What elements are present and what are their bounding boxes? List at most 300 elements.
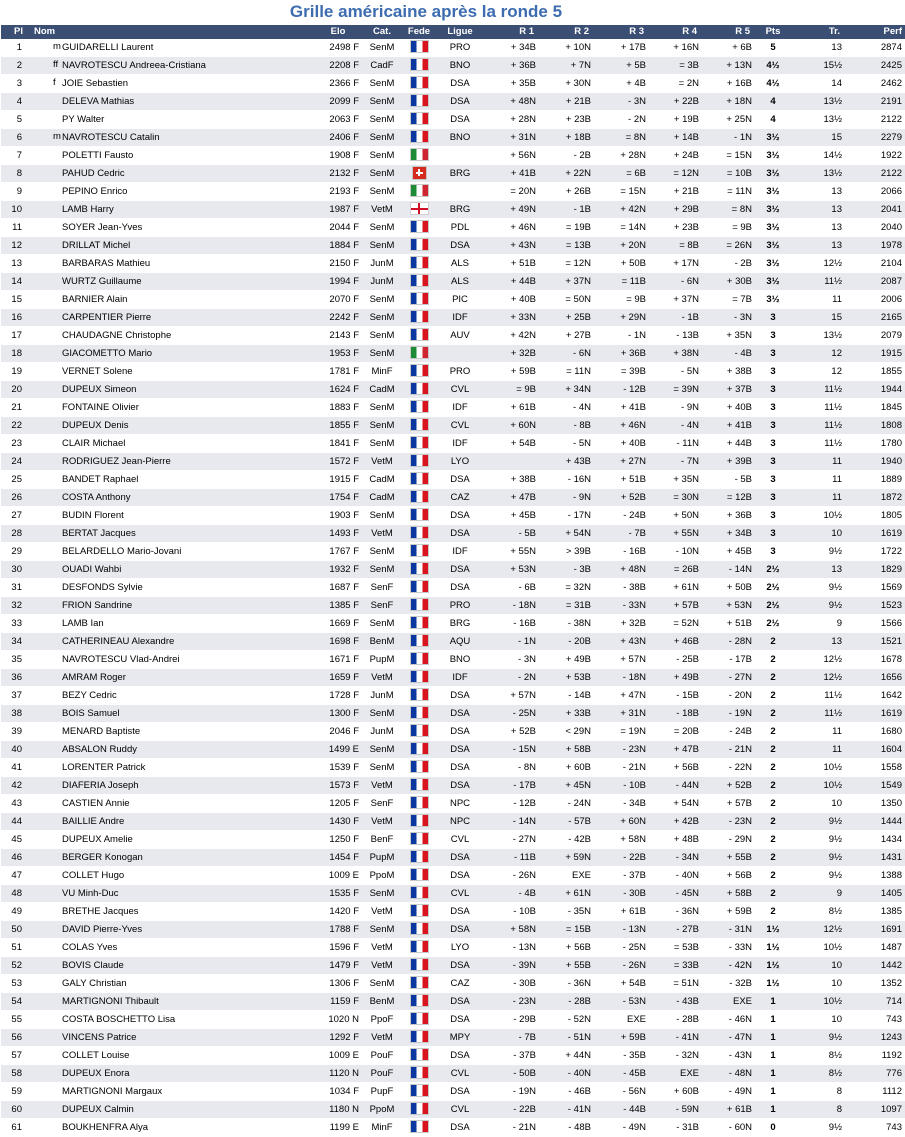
round-4-cell: + 42B xyxy=(652,813,705,831)
player-name: BERGER Konogan xyxy=(62,851,143,863)
league-cell: BRG xyxy=(436,615,484,633)
rank-cell: 6 xyxy=(1,129,26,147)
league-cell xyxy=(436,147,484,165)
player-name: GUIDARELLI Laurent xyxy=(62,41,154,53)
player-name: DRILLAT Michel xyxy=(62,239,131,251)
federation-cell xyxy=(402,687,436,705)
player-name-cell xyxy=(26,543,314,561)
fra-flag-icon xyxy=(410,544,429,557)
round-2-cell: = 12N xyxy=(542,255,597,273)
performance-cell: 2279 xyxy=(848,129,905,147)
rank-cell: 27 xyxy=(1,507,26,525)
category-cell: VetM xyxy=(362,201,402,219)
category-cell: PupM xyxy=(362,651,402,669)
tiebreak-cell: 10 xyxy=(788,975,848,993)
header-perf: Perf xyxy=(848,25,905,39)
tiebreak-cell: 11 xyxy=(788,489,848,507)
league-cell: DSA xyxy=(436,561,484,579)
player-name-cell xyxy=(26,525,314,543)
rank-cell: 57 xyxy=(1,1047,26,1065)
round-4-cell: + 57B xyxy=(652,597,705,615)
round-3-cell: - 12B xyxy=(597,381,652,399)
round-4-cell: + 46B xyxy=(652,633,705,651)
fra-flag-icon xyxy=(410,400,429,413)
round-2-cell: = 11N xyxy=(542,363,597,381)
league-cell: DSA xyxy=(436,723,484,741)
round-3-cell: + 4B xyxy=(597,75,652,93)
elo-cell: 1306 F xyxy=(314,975,362,993)
elo-cell: 2208 F xyxy=(314,57,362,75)
round-1-cell: + 56N xyxy=(484,147,542,165)
league-cell: DSA xyxy=(436,471,484,489)
round-1-cell: - 21N xyxy=(484,1119,542,1137)
category-cell: CadM xyxy=(362,489,402,507)
round-1-cell: - 23N xyxy=(484,993,542,1011)
round-2-cell: = 15B xyxy=(542,921,597,939)
federation-cell xyxy=(402,921,436,939)
table-row xyxy=(1,597,905,615)
table-row xyxy=(1,1101,905,1119)
round-2-cell: + 60B xyxy=(542,759,597,777)
elo-cell: 1120 N xyxy=(314,1065,362,1083)
round-4-cell: = 30N xyxy=(652,489,705,507)
round-1-cell: - 18N xyxy=(484,597,542,615)
league-cell: CVL xyxy=(436,831,484,849)
league-cell: IDF xyxy=(436,309,484,327)
points-cell: 3 xyxy=(758,453,788,471)
round-5-cell: + 61B xyxy=(705,1101,758,1119)
federation-cell xyxy=(402,471,436,489)
round-5-cell: - 3N xyxy=(705,309,758,327)
tiebreak-cell: 10 xyxy=(788,795,848,813)
player-name-cell xyxy=(26,111,314,129)
category-cell: PupF xyxy=(362,1083,402,1101)
points-cell: 3 xyxy=(758,363,788,381)
player-name-cell xyxy=(26,723,314,741)
rank-cell: 53 xyxy=(1,975,26,993)
round-3-cell: = 39B xyxy=(597,363,652,381)
player-name: BRETHE Jacques xyxy=(62,905,139,917)
table-row xyxy=(1,39,905,57)
federation-cell xyxy=(402,831,436,849)
round-4-cell: - 18B xyxy=(652,705,705,723)
elo-cell: 1180 N xyxy=(314,1101,362,1119)
federation-cell xyxy=(402,345,436,363)
player-name: DUPEUX Enora xyxy=(62,1067,130,1079)
player-name-cell xyxy=(26,831,314,849)
points-cell: 2 xyxy=(758,885,788,903)
header-cat: Cat. xyxy=(362,25,402,39)
points-cell: 1½ xyxy=(758,957,788,975)
round-5-cell: - 42N xyxy=(705,957,758,975)
performance-cell: 1780 xyxy=(848,435,905,453)
player-name-cell xyxy=(26,957,314,975)
round-5-cell: - 47N xyxy=(705,1029,758,1047)
round-3-cell: + 28N xyxy=(597,147,652,165)
round-5-cell: + 39B xyxy=(705,453,758,471)
round-2-cell: - 48B xyxy=(542,1119,597,1137)
round-2-cell: - 6N xyxy=(542,345,597,363)
league-cell: CAZ xyxy=(436,489,484,507)
table-row xyxy=(1,489,905,507)
federation-cell xyxy=(402,453,436,471)
elo-cell: 2070 F xyxy=(314,291,362,309)
federation-cell xyxy=(402,651,436,669)
player-name-cell xyxy=(26,201,314,219)
title-tag: m xyxy=(53,131,61,142)
table-row xyxy=(1,831,905,849)
round-1-cell: = 20N xyxy=(484,183,542,201)
player-name-cell xyxy=(26,57,314,75)
player-name-cell xyxy=(26,273,314,291)
round-1-cell: - 19N xyxy=(484,1083,542,1101)
player-name-cell xyxy=(26,939,314,957)
player-name-cell xyxy=(26,633,314,651)
rank-cell: 49 xyxy=(1,903,26,921)
table-row xyxy=(1,75,905,93)
league-cell: MPY xyxy=(436,1029,484,1047)
category-cell: SenM xyxy=(362,543,402,561)
round-3-cell: - 45B xyxy=(597,1065,652,1083)
federation-cell xyxy=(402,363,436,381)
round-5-cell: - 43N xyxy=(705,1047,758,1065)
league-cell: PRO xyxy=(436,597,484,615)
round-5-cell: + 37B xyxy=(705,381,758,399)
performance-cell: 1978 xyxy=(848,237,905,255)
round-1-cell: - 10B xyxy=(484,903,542,921)
player-name: WURTZ Guillaume xyxy=(62,275,142,287)
player-name-cell xyxy=(26,1065,314,1083)
round-1-cell: - 25N xyxy=(484,705,542,723)
federation-cell xyxy=(402,57,436,75)
tiebreak-cell: 9 xyxy=(788,615,848,633)
performance-cell: 1405 xyxy=(848,885,905,903)
rank-cell: 9 xyxy=(1,183,26,201)
round-3-cell: = 14N xyxy=(597,219,652,237)
table-row xyxy=(1,93,905,111)
category-cell: VetM xyxy=(362,903,402,921)
performance-cell: 1619 xyxy=(848,525,905,543)
rank-cell: 8 xyxy=(1,165,26,183)
elo-cell: 1884 F xyxy=(314,237,362,255)
rank-cell: 16 xyxy=(1,309,26,327)
round-4-cell: - 34N xyxy=(652,849,705,867)
category-cell: JunM xyxy=(362,723,402,741)
round-4-cell: - 31B xyxy=(652,1119,705,1137)
round-3-cell: + 47N xyxy=(597,687,652,705)
points-cell: 2 xyxy=(758,777,788,795)
player-name: AMRAM Roger xyxy=(62,671,126,683)
category-cell: MinF xyxy=(362,1119,402,1137)
round-1-cell: - 37B xyxy=(484,1047,542,1065)
title-tag: f xyxy=(53,77,56,88)
player-name: MARTIGNONI Thibault xyxy=(62,995,159,1007)
round-5-cell: - 24B xyxy=(705,723,758,741)
round-5-cell: - 4B xyxy=(705,345,758,363)
round-3-cell: + 17B xyxy=(597,39,652,57)
player-name-cell xyxy=(26,129,314,147)
round-2-cell: + 30N xyxy=(542,75,597,93)
player-name: BERTAT Jacques xyxy=(62,527,136,539)
round-3-cell: = 19N xyxy=(597,723,652,741)
fra-flag-icon xyxy=(410,706,429,719)
round-5-cell: + 51B xyxy=(705,615,758,633)
tiebreak-cell: 12½ xyxy=(788,651,848,669)
elo-cell: 1788 F xyxy=(314,921,362,939)
league-cell: CVL xyxy=(436,885,484,903)
round-4-cell: + 60B xyxy=(652,1083,705,1101)
elo-cell: 1205 F xyxy=(314,795,362,813)
federation-cell xyxy=(402,219,436,237)
federation-cell xyxy=(402,957,436,975)
round-3-cell: - 3N xyxy=(597,93,652,111)
category-cell: VetM xyxy=(362,777,402,795)
table-row xyxy=(1,741,905,759)
round-2-cell: - 42B xyxy=(542,831,597,849)
elo-cell: 1781 F xyxy=(314,363,362,381)
performance-cell: 776 xyxy=(848,1065,905,1083)
category-cell: SenM xyxy=(362,885,402,903)
fra-flag-icon xyxy=(410,724,429,737)
round-3-cell: - 2N xyxy=(597,111,652,129)
round-5-cell: = 11N xyxy=(705,183,758,201)
fra-flag-icon xyxy=(410,670,429,683)
player-name: COLLET Hugo xyxy=(62,869,125,881)
round-2-cell: - 41N xyxy=(542,1101,597,1119)
round-2-cell: + 33B xyxy=(542,705,597,723)
player-name-cell xyxy=(26,75,314,93)
rank-cell: 56 xyxy=(1,1029,26,1047)
category-cell: JunM xyxy=(362,687,402,705)
round-2-cell: - 35N xyxy=(542,903,597,921)
federation-cell xyxy=(402,399,436,417)
elo-cell: 2046 F xyxy=(314,723,362,741)
table-body xyxy=(1,39,905,1137)
round-4-cell: + 24B xyxy=(652,147,705,165)
round-3-cell: = 8N xyxy=(597,129,652,147)
round-2-cell: + 27B xyxy=(542,327,597,345)
tiebreak-cell: 9½ xyxy=(788,543,848,561)
tiebreak-cell: 13 xyxy=(788,183,848,201)
round-2-cell: + 21B xyxy=(542,93,597,111)
tiebreak-cell: 9½ xyxy=(788,1119,848,1137)
fra-flag-icon xyxy=(410,832,429,845)
elo-cell: 2143 F xyxy=(314,327,362,345)
points-cell: 4½ xyxy=(758,75,788,93)
round-1-cell: + 34B xyxy=(484,39,542,57)
round-2-cell: - 8B xyxy=(542,417,597,435)
performance-cell: 2040 xyxy=(848,219,905,237)
rank-cell: 11 xyxy=(1,219,26,237)
round-5-cell: - 14N xyxy=(705,561,758,579)
fra-flag-icon xyxy=(410,994,429,1007)
league-cell: DSA xyxy=(436,705,484,723)
fra-flag-icon xyxy=(410,490,429,503)
league-cell: DSA xyxy=(436,993,484,1011)
elo-cell: 1009 E xyxy=(314,1047,362,1065)
round-2-cell: - 5N xyxy=(542,435,597,453)
round-1-cell: + 43N xyxy=(484,237,542,255)
round-4-cell: + 17N xyxy=(652,255,705,273)
fra-flag-icon xyxy=(410,1066,429,1079)
rank-cell: 17 xyxy=(1,327,26,345)
rank-cell: 15 xyxy=(1,291,26,309)
round-3-cell: + 58N xyxy=(597,831,652,849)
federation-cell xyxy=(402,111,436,129)
tiebreak-cell: 8½ xyxy=(788,1047,848,1065)
table-row xyxy=(1,705,905,723)
rank-cell: 58 xyxy=(1,1065,26,1083)
federation-cell xyxy=(402,543,436,561)
round-2-cell: = 50N xyxy=(542,291,597,309)
points-cell: 3½ xyxy=(758,291,788,309)
round-1-cell: - 17B xyxy=(484,777,542,795)
points-cell: 3 xyxy=(758,417,788,435)
round-4-cell: + 22B xyxy=(652,93,705,111)
round-5-cell: = 12B xyxy=(705,489,758,507)
round-1-cell: + 38B xyxy=(484,471,542,489)
tiebreak-cell: 10½ xyxy=(788,507,848,525)
player-name: COSTA Anthony xyxy=(62,491,131,503)
category-cell: PouF xyxy=(362,1065,402,1083)
rank-cell: 37 xyxy=(1,687,26,705)
table-row xyxy=(1,687,905,705)
fra-flag-icon xyxy=(410,1120,429,1133)
round-1-cell: + 60N xyxy=(484,417,542,435)
category-cell: SenM xyxy=(362,435,402,453)
round-3-cell: + 20N xyxy=(597,237,652,255)
round-3-cell: - 24B xyxy=(597,507,652,525)
fra-flag-icon xyxy=(410,976,429,989)
elo-cell: 1292 F xyxy=(314,1029,362,1047)
round-1-cell: - 27N xyxy=(484,831,542,849)
round-5-cell: - 19N xyxy=(705,705,758,723)
round-5-cell: + 53N xyxy=(705,597,758,615)
round-3-cell: + 46N xyxy=(597,417,652,435)
round-3-cell: - 33N xyxy=(597,597,652,615)
player-name: DAVID Pierre-Yves xyxy=(62,923,143,935)
points-cell: 2 xyxy=(758,633,788,651)
table-row xyxy=(1,111,905,129)
round-2-cell: - 38N xyxy=(542,615,597,633)
tiebreak-cell: 10 xyxy=(788,525,848,543)
tiebreak-cell: 14½ xyxy=(788,147,848,165)
round-2-cell: - 17N xyxy=(542,507,597,525)
elo-cell: 1430 F xyxy=(314,813,362,831)
performance-cell: 1350 xyxy=(848,795,905,813)
federation-cell xyxy=(402,1083,436,1101)
player-name-cell xyxy=(26,885,314,903)
rank-cell: 19 xyxy=(1,363,26,381)
player-name: LORENTER Patrick xyxy=(62,761,146,773)
round-1-cell: + 45B xyxy=(484,507,542,525)
player-name-cell xyxy=(26,345,314,363)
table-row xyxy=(1,669,905,687)
rank-cell: 26 xyxy=(1,489,26,507)
tiebreak-cell: 15 xyxy=(788,309,848,327)
league-cell: DSA xyxy=(436,867,484,885)
performance-cell: 714 xyxy=(848,993,905,1011)
round-5-cell: + 30B xyxy=(705,273,758,291)
category-cell: SenF xyxy=(362,795,402,813)
league-cell: BNO xyxy=(436,651,484,669)
player-name: FONTAINE Olivier xyxy=(62,401,139,413)
player-name: OUADI Wahbi xyxy=(62,563,122,575)
round-1-cell: + 41B xyxy=(484,165,542,183)
category-cell: CadM xyxy=(362,471,402,489)
player-name: GALY Christian xyxy=(62,977,127,989)
elo-cell: 1841 F xyxy=(314,435,362,453)
round-5-cell: = 8N xyxy=(705,201,758,219)
round-1-cell: + 59B xyxy=(484,363,542,381)
round-2-cell: + 22N xyxy=(542,165,597,183)
category-cell: SenM xyxy=(362,417,402,435)
tiebreak-cell: 11 xyxy=(788,471,848,489)
header-ligue: Ligue xyxy=(436,25,484,39)
league-cell: DSA xyxy=(436,903,484,921)
header-nom: Nom xyxy=(26,25,314,39)
federation-cell xyxy=(402,525,436,543)
round-5-cell: - 32B xyxy=(705,975,758,993)
round-4-cell: + 61N xyxy=(652,579,705,597)
federation-cell xyxy=(402,1029,436,1047)
elo-cell: 1855 F xyxy=(314,417,362,435)
round-2-cell: - 24N xyxy=(542,795,597,813)
tiebreak-cell: 13 xyxy=(788,561,848,579)
elo-cell: 1698 F xyxy=(314,633,362,651)
federation-cell xyxy=(402,849,436,867)
rank-cell: 46 xyxy=(1,849,26,867)
league-cell: PIC xyxy=(436,291,484,309)
round-1-cell: + 48N xyxy=(484,93,542,111)
points-cell: 1½ xyxy=(758,939,788,957)
points-cell: 2 xyxy=(758,705,788,723)
federation-cell xyxy=(402,867,436,885)
round-3-cell: - 37B xyxy=(597,867,652,885)
category-cell: SenF xyxy=(362,597,402,615)
player-name-cell xyxy=(26,615,314,633)
player-name-cell xyxy=(26,705,314,723)
points-cell: 2 xyxy=(758,795,788,813)
league-cell: DSA xyxy=(436,957,484,975)
rank-cell: 41 xyxy=(1,759,26,777)
round-1-cell: + 54B xyxy=(484,435,542,453)
player-name: LAMB Ian xyxy=(62,617,104,629)
round-5-cell: - 33N xyxy=(705,939,758,957)
round-4-cell: = 3B xyxy=(652,57,705,75)
round-5-cell: = 15N xyxy=(705,147,758,165)
points-cell: 2 xyxy=(758,831,788,849)
league-cell xyxy=(436,183,484,201)
round-3-cell: + 54B xyxy=(597,975,652,993)
round-3-cell: + 60N xyxy=(597,813,652,831)
performance-cell: 1487 xyxy=(848,939,905,957)
player-name-cell xyxy=(26,471,314,489)
category-cell: VetM xyxy=(362,453,402,471)
table-row xyxy=(1,507,905,525)
performance-cell: 1944 xyxy=(848,381,905,399)
league-cell: DSA xyxy=(436,237,484,255)
player-name: LAMB Harry xyxy=(62,203,114,215)
federation-cell xyxy=(402,993,436,1011)
federation-cell xyxy=(402,255,436,273)
round-2-cell: - 4N xyxy=(542,399,597,417)
player-name-cell xyxy=(26,183,314,201)
round-5-cell: - 31N xyxy=(705,921,758,939)
points-cell: 3 xyxy=(758,399,788,417)
federation-cell xyxy=(402,93,436,111)
league-cell: ALS xyxy=(436,255,484,273)
